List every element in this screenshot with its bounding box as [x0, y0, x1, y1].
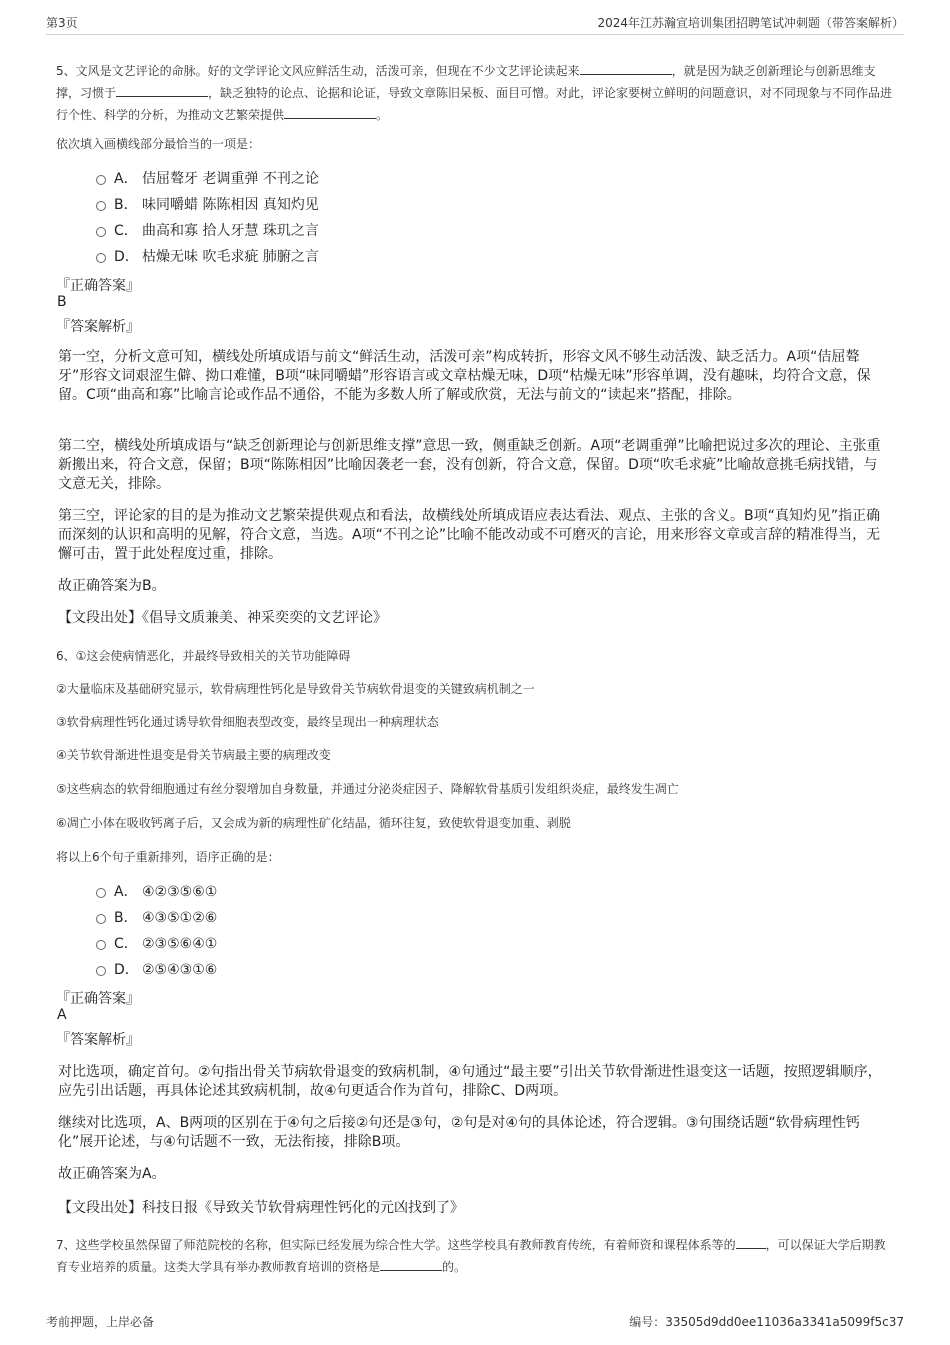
radio-icon[interactable] — [96, 175, 106, 185]
question-6-sentence: ⑤这些病态的软骨细胞通过有丝分裂增加自身数量，并通过分泌炎症因子、降解软骨基质引发组织炎症，最终发生凋亡 — [56, 782, 679, 796]
radio-icon[interactable] — [96, 227, 106, 237]
page-number: 第3页 — [46, 16, 78, 30]
answer-label: 『正确答案』 — [56, 991, 140, 1007]
analysis-paragraph: 第一空，分析文意可知，横线处所填成语与前文“鲜活生动，活泼可亲”构成转折，形容文风不够生动活泼、缺乏活力。A项“佶屈聱牙”形容文词艰涩生僻、拗口难懂，B项“味同嚼蜡”形容语言或文章枯燥无味，D项“枯燥无味”形容单调，没有趣味，均符合文意，保留。C项“曲高和寡”比喻言论或作品不通俗，不能为多数人所了解或欣赏，无法与前文的“读起来”搭配，排除。 — [58, 349, 871, 403]
footer-slogan: 考前押题，上岸必备 — [46, 1315, 155, 1329]
question-5-prompt: 依次填入画横线部分最恰当的一项是： — [56, 137, 261, 151]
q6-option-a[interactable]: A． ④②③⑤⑥① — [96, 881, 217, 903]
blank-line — [580, 61, 672, 75]
analysis-paragraph: 第三空，评论家的目的是为推动文艺繁荣提供观点和看法，故横线处所填成语应表达看法、观点、主张的含义。B项“真知灼见”指正确而深刻的认识和高明的见解，符合文意，当选。A项“不刊之论”比喻不能改动或不可磨灭的言论，用来形容文章或言辞的精准得当，无懈可击，置于此处程度过重，排除。 — [58, 508, 881, 562]
question-6-sentence: ④关节软骨渐进性退变是骨关节病最主要的病理改变 — [56, 748, 331, 762]
analysis-conclusion: 故正确答案为A。 — [58, 1166, 166, 1182]
radio-icon[interactable] — [96, 914, 106, 924]
blank-line — [284, 105, 376, 119]
question-6-sentence: ⑥凋亡小体在吸收钙离子后，又会成为新的病理性矿化结晶，循环往复，致使软骨退变加重、剥脱 — [56, 816, 571, 830]
answer-value: A — [57, 1007, 67, 1023]
answer-value: B — [57, 294, 67, 310]
q5-option-c[interactable]: C． 曲高和寡 拾人牙慧 珠玑之言 — [96, 220, 319, 242]
document-code: 编号：33505d9dd0ee11036a3341a5099f5c37 — [629, 1315, 904, 1329]
question-6-sentence: ③软骨病理性钙化通过诱导软骨细胞表型改变，最终呈现出一种病理状态 — [56, 715, 439, 729]
source-citation: 【文段出处】《倡导文质兼美、神采奕奕的文艺评论》 — [58, 610, 387, 626]
radio-icon[interactable] — [96, 253, 106, 263]
blank-line — [116, 83, 208, 97]
q5-option-a[interactable]: A． 佶屈聱牙 老调重弹 不刊之论 — [96, 168, 319, 190]
radio-icon[interactable] — [96, 201, 106, 211]
source-citation: 【文段出处】科技日报《导致关节软骨病理性钙化的元凶找到了》 — [58, 1200, 464, 1216]
radio-icon[interactable] — [96, 966, 106, 976]
document-title: 2024年江苏瀚宣培训集团招聘笔试冲刺题（带答案解析） — [597, 16, 904, 30]
question-7-text: 7、这些学校虽然保留了师范院校的名称，但实际已经发展为综合性大学。这些学校具有教师教育传统，有着师资和课程体系等的 ，可以保证大学后期教育专业培养的质量。这类大学具有举办教师教育培训的资格是 的。 — [56, 1234, 896, 1278]
q6-option-b[interactable]: B． ④③⑤①②⑥ — [96, 907, 217, 929]
q5-option-d[interactable]: D． 枯燥无味 吹毛求疵 肺腑之言 — [96, 246, 319, 268]
radio-icon[interactable] — [96, 940, 106, 950]
answer-label: 『正确答案』 — [56, 278, 140, 294]
analysis-label: 『答案解析』 — [56, 1032, 140, 1048]
blank-line — [736, 1235, 766, 1249]
q6-option-d[interactable]: D． ②⑤④③①⑥ — [96, 959, 217, 981]
analysis-conclusion: 故正确答案为B。 — [58, 578, 166, 594]
question-6-sentence: 6、①这会使病情恶化，并最终导致相关的关节功能障碍 — [56, 649, 351, 663]
radio-icon[interactable] — [96, 888, 106, 898]
analysis-paragraph: 第二空，横线处所填成语与“缺乏创新理论与创新思维支撑”意思一致，侧重缺乏创新。A项“老调重弹”比喻把说过多次的理论、主张重新搬出来，符合文意，保留；B项“陈陈相因”比喻因袭老一套，没有创新，符合文意，保留。D项“吹毛求疵”比喻故意挑毛病找错，与文意无关，排除。 — [58, 438, 881, 492]
question-5-text: 5、文风是文艺评论的命脉。好的文学评论文风应鲜活生动，活泼可亲，但现在不少文艺评论读起来 ，就是因为缺乏创新理论与创新思维支撑，习惯于 ，缺乏独特的论点、论据和论证，导致文章陈旧呆板、面目可憎。对此，评论家要树立鲜明的问题意识，对不同现象与不同作品进行个性、科学的分析，为推动文艺繁荣提供 。 — [56, 60, 896, 126]
q6-option-c[interactable]: C． ②③⑤⑥④① — [96, 933, 217, 955]
analysis-label: 『答案解析』 — [56, 319, 140, 335]
blank-line — [380, 1257, 442, 1271]
q5-option-b[interactable]: B． 味同嚼蜡 陈陈相因 真知灼见 — [96, 194, 319, 216]
question-6-prompt: 将以上6个句子重新排列，语序正确的是： — [56, 850, 280, 864]
page-header — [46, 14, 904, 35]
analysis-paragraph: 对比选项，确定首句。②句指出骨关节病软骨退变的致病机制，④句通过“最主要”引出关节软骨渐进性退变这一话题，按照逻辑顺序，应先引出话题，再具体论述其致病机制，故④句更适合作为首句，排除C、D两项。 — [58, 1064, 882, 1099]
question-6-sentence: ②大量临床及基础研究显示，软骨病理性钙化是导致骨关节病软骨退变的关键致病机制之一 — [56, 682, 535, 696]
analysis-paragraph: 继续对比选项，A、B两项的区别在于④句之后接②句还是③句，②句是对④句的具体论述，符合逻辑。③句围绕话题“软骨病理性钙化”展开论述，与④句话题不一致，无法衔接，排除B项。 — [58, 1115, 860, 1150]
